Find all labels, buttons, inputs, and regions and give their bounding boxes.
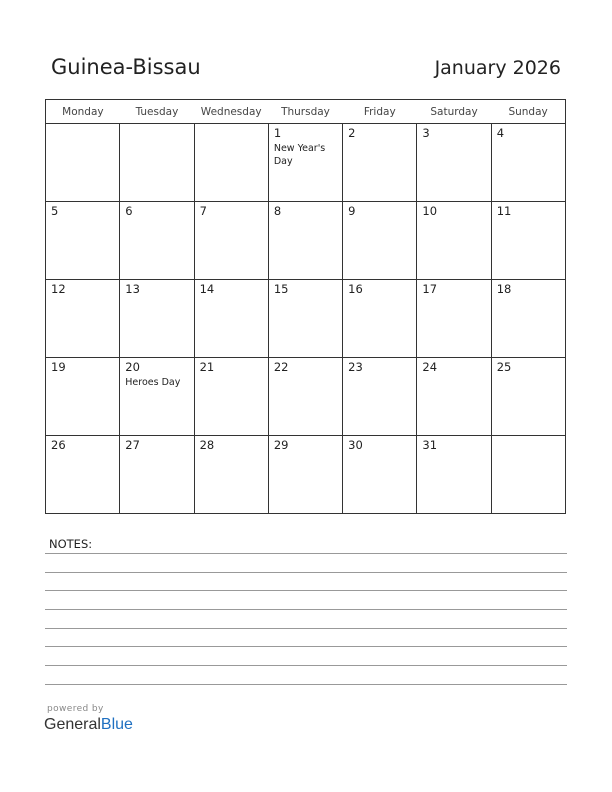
generalblue-logo[interactable] bbox=[44, 716, 133, 734]
day-number: 21 bbox=[199, 360, 215, 374]
weekday-tuesday: Tuesday bbox=[120, 100, 194, 124]
day-number: 27 bbox=[125, 438, 140, 452]
brand-name-part2: Blue bbox=[100, 716, 133, 733]
day-number: 5 bbox=[51, 204, 59, 218]
day-number: 15 bbox=[273, 282, 289, 296]
holiday-label: New Year's Day bbox=[273, 143, 326, 167]
day-cell bbox=[343, 436, 417, 514]
weekday-saturday: Saturday bbox=[417, 100, 491, 124]
day-cell bbox=[194, 436, 268, 514]
day-number: 4 bbox=[496, 126, 505, 140]
notes-line bbox=[45, 590, 567, 591]
day-number: 12 bbox=[51, 282, 66, 296]
weekday-header-row bbox=[46, 100, 566, 124]
day-cell bbox=[491, 436, 565, 514]
day-number: 19 bbox=[51, 360, 66, 374]
day-cell bbox=[343, 280, 417, 358]
day-number: 8 bbox=[273, 204, 282, 218]
week-row bbox=[46, 358, 566, 436]
day-cell bbox=[268, 436, 342, 514]
day-number: 28 bbox=[199, 438, 215, 452]
notes-line bbox=[45, 628, 567, 629]
day-cell bbox=[46, 202, 120, 280]
day-cell bbox=[491, 358, 565, 436]
day-cell bbox=[120, 280, 194, 358]
day-number: 30 bbox=[348, 438, 363, 452]
day-number bbox=[492, 436, 565, 440]
day-cell bbox=[194, 124, 268, 202]
day-number: 7 bbox=[199, 204, 207, 218]
day-number: 11 bbox=[496, 204, 512, 218]
weekday-wednesday: Wednesday bbox=[194, 100, 268, 124]
day-cell bbox=[194, 280, 268, 358]
day-cell bbox=[194, 358, 268, 436]
day-number: 23 bbox=[348, 360, 363, 374]
day-cell bbox=[46, 280, 120, 358]
day-cell bbox=[417, 202, 491, 280]
notes-line bbox=[45, 665, 567, 666]
holiday-label: Heroes Day bbox=[125, 377, 181, 388]
week-row bbox=[46, 436, 566, 514]
day-number: 18 bbox=[496, 282, 512, 296]
day-number: 6 bbox=[125, 204, 133, 218]
day-cell bbox=[268, 280, 342, 358]
weekday-sunday: Sunday bbox=[491, 100, 565, 124]
day-cell bbox=[491, 124, 565, 202]
day-number: 17 bbox=[422, 282, 438, 296]
day-cell bbox=[491, 280, 565, 358]
day-cell bbox=[268, 358, 342, 436]
day-number bbox=[120, 124, 193, 128]
weekday-monday: Monday bbox=[46, 100, 120, 124]
day-cell bbox=[120, 202, 194, 280]
notes-line bbox=[45, 572, 567, 573]
day-cell bbox=[417, 436, 491, 514]
day-cell bbox=[120, 436, 194, 514]
day-cell bbox=[343, 124, 417, 202]
day-number: 31 bbox=[422, 438, 438, 452]
day-cell bbox=[343, 358, 417, 436]
day-number: 10 bbox=[422, 204, 438, 218]
day-number: 2 bbox=[348, 126, 356, 140]
day-cell bbox=[46, 124, 120, 202]
day-number: 13 bbox=[125, 282, 140, 296]
day-number: 24 bbox=[422, 360, 438, 374]
week-row bbox=[46, 280, 566, 358]
day-cell bbox=[268, 202, 342, 280]
day-number: 14 bbox=[199, 282, 215, 296]
day-number: 29 bbox=[273, 438, 289, 452]
powered-by-text: powered by bbox=[47, 704, 104, 714]
notes-line bbox=[45, 646, 567, 647]
notes-line bbox=[45, 553, 567, 554]
day-cell bbox=[343, 202, 417, 280]
day-cell bbox=[268, 124, 342, 202]
notes-label: NOTES: bbox=[49, 537, 93, 551]
day-cell bbox=[120, 124, 194, 202]
day-number: 9 bbox=[348, 204, 356, 218]
day-number: 16 bbox=[348, 282, 363, 296]
day-number: 25 bbox=[496, 360, 512, 374]
day-number: 22 bbox=[273, 360, 289, 374]
weekday-thursday: Thursday bbox=[268, 100, 342, 124]
day-number: 26 bbox=[51, 438, 66, 452]
day-cell bbox=[417, 280, 491, 358]
day-number: 3 bbox=[422, 126, 430, 140]
weekday-friday: Friday bbox=[343, 100, 417, 124]
day-number bbox=[195, 124, 268, 128]
country-title: Guinea-Bissau bbox=[51, 55, 201, 79]
notes-line bbox=[45, 609, 567, 610]
week-row bbox=[46, 124, 566, 202]
day-cell bbox=[46, 358, 120, 436]
day-number: 20 bbox=[125, 360, 140, 374]
day-cell bbox=[491, 202, 565, 280]
day-cell bbox=[417, 124, 491, 202]
calendar-grid bbox=[45, 99, 566, 514]
day-cell bbox=[120, 358, 194, 436]
day-number bbox=[46, 124, 119, 128]
brand-name-part1: General bbox=[44, 716, 101, 733]
notes-line bbox=[45, 684, 567, 685]
day-number: 1 bbox=[273, 126, 282, 140]
day-cell bbox=[194, 202, 268, 280]
day-cell bbox=[46, 436, 120, 514]
month-year-title: January 2026 bbox=[434, 57, 561, 79]
week-row bbox=[46, 202, 566, 280]
day-cell bbox=[417, 358, 491, 436]
